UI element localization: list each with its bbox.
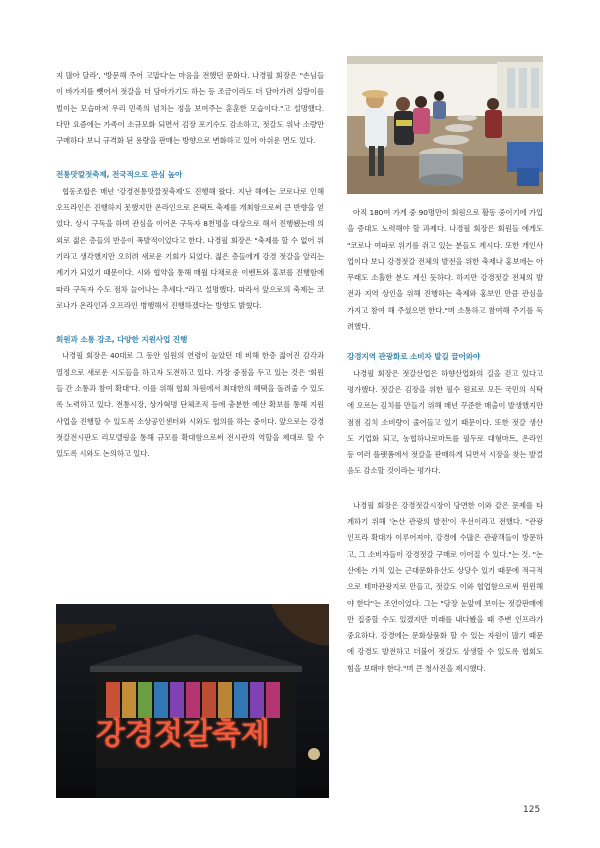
membership-paragraph: 아직 180여 가게 중 90명만이 회원으로 활동 중이기에 가입을 증대도 노력해야 할 과제다. 나경필 회장은 회원들 에게도 "코로나 여파로 위기를 쥐고 있는 분들도 계시다. 또한 개인사업이다 보니 강경젓갈 전체의 발전을 위한 축제나 홍보에는 아무래도 소홀한 분도 계신 듯하다. 하지만 강경젓갈 전체의 발전과 지역 상인을 위해 진행하는 축제와 홍보인 만큼 관심을 가지고 참여 해 주셨으면 한다."며 소통하고 참여해 주기를 독려했다. <box>347 208 543 332</box>
page-number: 125 <box>523 805 541 815</box>
right-column <box>347 205 543 677</box>
tourism-paragraph: 나경필 회장은 강경젓갈시장이 당면한 이와 같은 문제를 타계하기 위해 '논산 관광의 발전'이 우선이라고 전했다. "관광 인프라 확대가 이루어져야, 강경에 수많은 관광객들이 방문하고, 그 소비자들이 강경젓갈 구매로 이어질 수 있다."는 것. "논산에는 가치 있는 근대문화유산도 상당수 있기 때문에 적극적으로 테마관광지로 만들고, 젓갈도 이와 협업함으로써 윈윈해야 한다"는 조언이었다. 그는 "당장 눈앞에 보이는 젓갈판매에만 집중할 수도 있겠지만 미래를 내다봤을 때 주변 인프라가 중요하다. 강경에는 문화상품화 할 수 있는 자원이 많기 때문에 강경도 발전하고 더불어 젓갈도 상생할 수 있도록 협회도 힘을 보태야 한다."며 큰 청사진을 제시했다. <box>347 500 543 673</box>
intro-paragraph: 지 많아 달라', '방문해 주어 고맙다'는 마음을 전했던 문화다. 나경필 회장은 "손님들이 바가지를 뺏어서 젓갈을 더 담아가기도 하는 등 조금이라도 더 담아가려 실랑이를 벌이는 모습마저 우리 민족의 넘치는 정을 보여주는 훈훈한 모습이다."고 설명했다. 다만 요즘에는 가족이 소규모화 되면서 김장 포기수도 감소하고, 젓갈도 위낙 소량만 구매하다 보니 규격화 된 용량을 판매는 방향으로 변화하고 있어 아쉬운 면도 있다. <box>56 71 324 146</box>
section-heading-tourism: 강경지역 관광화로 소비자 발길 끌어와야 <box>347 352 481 362</box>
festival-sign-photo <box>56 604 329 798</box>
festival-sign-text: 강경젓갈축제 <box>96 717 270 752</box>
left-column <box>56 68 324 463</box>
festival-sign-illustration <box>56 604 329 798</box>
market-photo <box>347 56 543 194</box>
section-heading-members: 회원과 소통 강조, 다양한 지원사업 진행 <box>56 335 188 345</box>
section-heading-festival: 전통맛깔젓축제, 전국적으로 관심 높아 <box>56 170 183 180</box>
industry-paragraph: 나경필 회장은 젓갈산업은 하향산업화의 길을 걷고 있다고 평가했다. 젓갈은 김장을 위한 필수 원료로 모든 국민의 식탁에 오르는 김치를 만들기 위해 매년 꾸준한 매출이 발생했지만 점점 김치 소비량이 줄어들고 있기 때문이다. 또한 젓갈 생산도 기업화 되고, 농협하나로마트를 필두로 대형마트, 온라인 등 여러 플랫폼에서 젓갈을 판매하게 되면서 시장을 찾는 발걸음도 감소할 것이라는 평가다. <box>347 368 543 476</box>
festival-paragraph: 협동조합은 매년 '강경전통맛깔젓축제'도 진행해 왔다. 지난 해에는 코로나로 인해 오프라인은 진행하지 못했지만 온라인으로 온택트 축제를 개최함으로써 큰 반향을 얻었다. 상시 구독을 하며 관심을 이어온 구독자 8천명을 대상으로 해서 진행됐는데 의외로 젊은 층들의 반응이 폭발적이었다고 한다. 나경필 회장은 "축제를 할 수 없어 위기라고 생각했지만 오히려 새로운 기회가 되었다. 젊은 층들에게 강경 젓갈을 알리는 계기가 되었기 때문이다. 시와 협약을 통해 매월 다채로운 이벤트와 홍보를 진행함에 따라 구독자 수도 점차 늘어나는 추세다."라고 설명했다. 따라서 앞으로의 축제는 코로나가 온라인과 오프라인 병행해서 진행하겠다는 방향도 밝혔다. <box>56 186 324 310</box>
market-photo-illustration <box>347 56 543 194</box>
members-paragraph: 나경필 회장은 40대로 그 동안 임원의 연령이 높았던 데 비해 한층 젊어진 감각과 열정으로 새로운 시도들을 하고자 도전하고 있다. 가장 중점을 두고 있는 것은 '회원들 간 소통과 참여 확대'다. 이를 위해 협회 차원에서 최대한의 혜택을 돌려줄 수 있도록 노력하고 있다. 전통시장, 상가혁명 단체조직 등에 충분한 예산 확보를 통해 지원사업을 진행할 수 있도록 소상공인센터와 시와도 협의를 하는 중이다. 앞으로는 강경젓갈전시판도 리모델링을 통해 규모를 확대함으로써 전시관의 역할을 제대로 할 수 있도록 시와도 논의하고 있다. <box>56 351 324 459</box>
